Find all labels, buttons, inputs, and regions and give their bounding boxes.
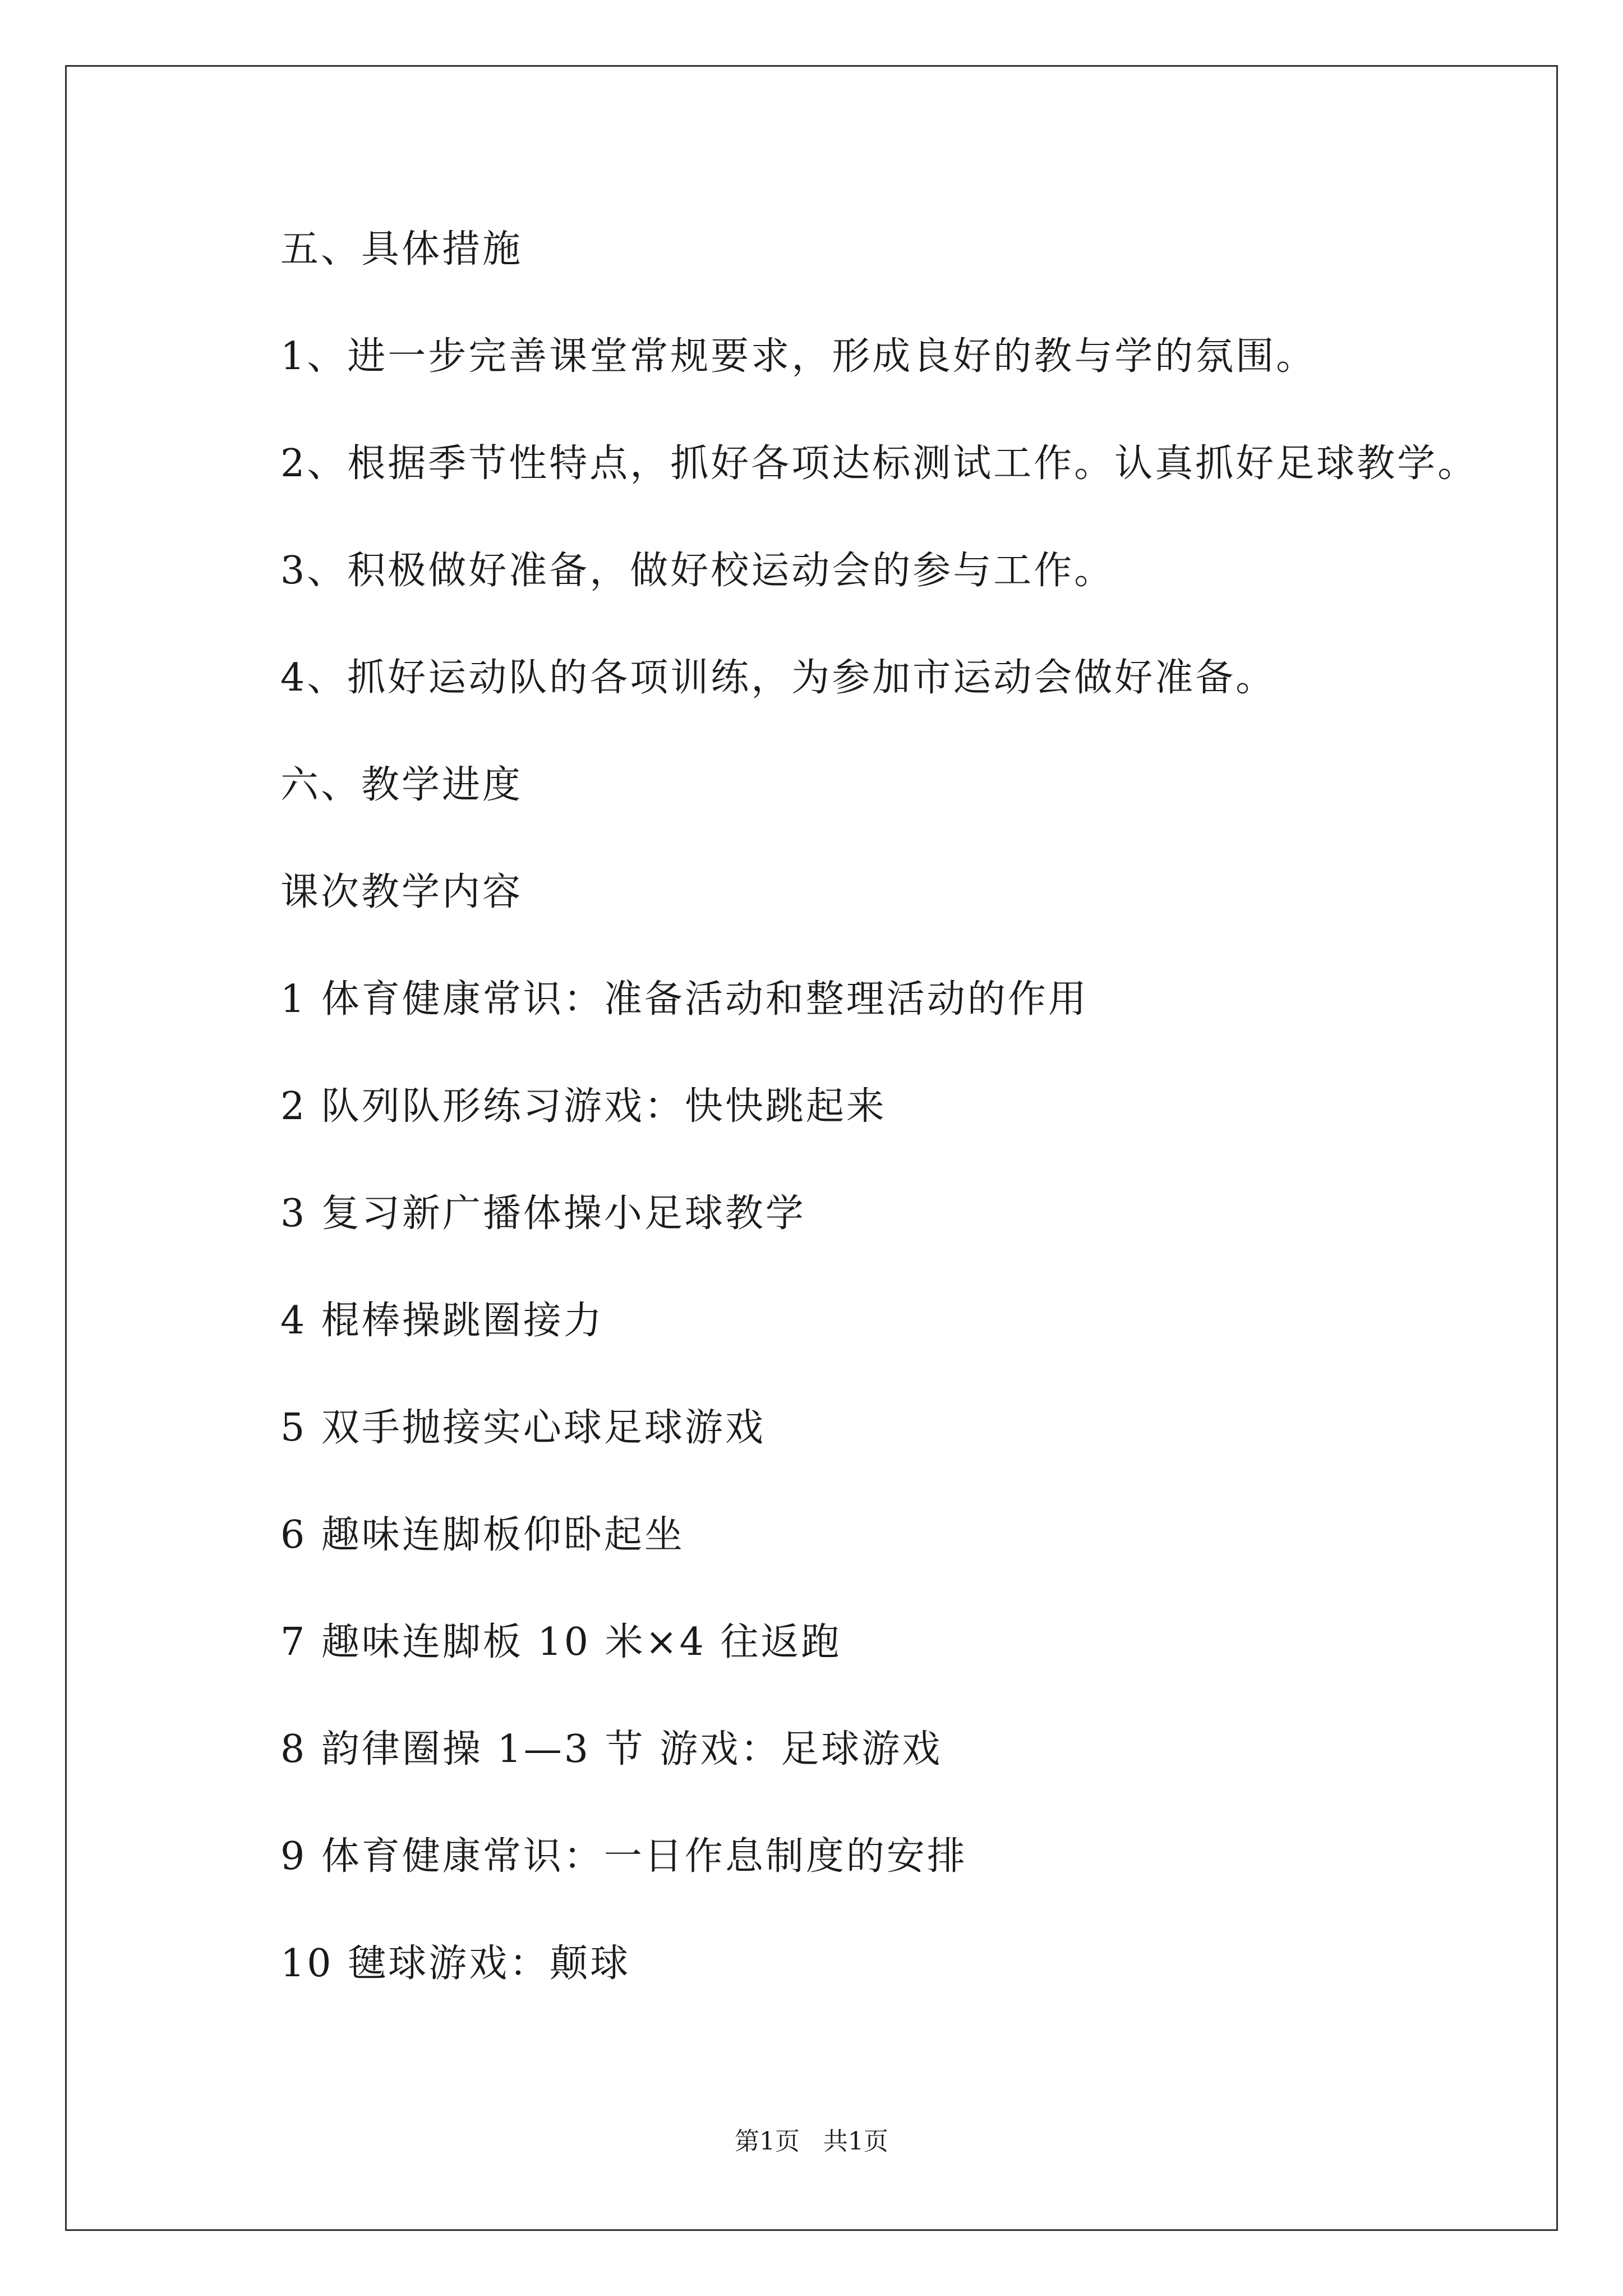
paragraph-line: 1、进一步完善课堂常规要求，形成良好的教与学的氛围。 [280, 334, 1317, 379]
paragraph-line: 4、抓好运动队的各项训练，为参加市运动会做好准备。 [280, 656, 1276, 700]
section-heading: 六、教学进度 [280, 763, 523, 807]
lesson-item: 7 趣味连脚板 10 米×4 往返跑 [280, 1620, 842, 1664]
lesson-item: 1 体育健康常识：准备活动和整理活动的作用 [280, 977, 1089, 1022]
lesson-item: 10 毽球游戏：颠球 [280, 1941, 631, 1986]
paragraph-line: 3、积极做好准备，做好校运动会的参与工作。 [280, 549, 1115, 593]
section-heading: 五、具体措施 [280, 227, 523, 272]
lesson-item: 4 棍棒操跳圈接力 [280, 1299, 604, 1343]
lesson-item: 9 体育健康常识：一日作息制度的安排 [280, 1834, 967, 1879]
lesson-item: 3 复习新广播体操小足球教学 [280, 1191, 806, 1236]
list-header: 课次教学内容 [280, 870, 523, 914]
lesson-item: 6 趣味连脚板仰卧起坐 [280, 1513, 685, 1557]
document-body [280, 222, 1514, 2043]
page-footer: 第1页 共1页 [735, 2127, 888, 2156]
lesson-item: 8 韵律圈操 1—3 节 游戏：足球游戏 [280, 1727, 943, 1772]
paragraph-line: 2、根据季节性特点，抓好各项达标测试工作。认真抓好足球教学。 [280, 441, 1478, 486]
lesson-item: 2 队列队形练习游戏：快快跳起来 [280, 1084, 887, 1129]
lesson-item: 5 双手抛接实心球足球游戏 [280, 1406, 766, 1450]
